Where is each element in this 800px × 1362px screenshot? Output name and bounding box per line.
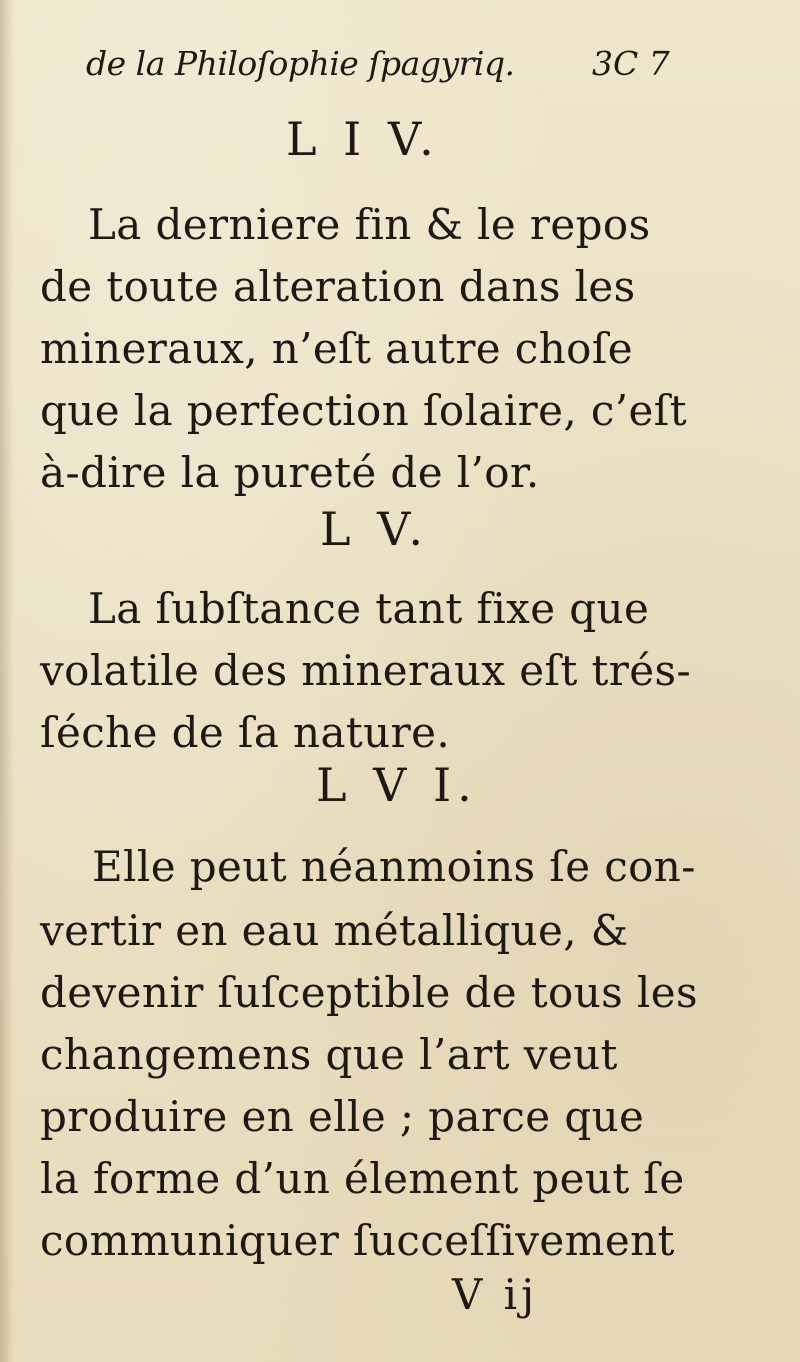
section-lvi-line-6: la forme d’un élement peut ſe bbox=[40, 1154, 685, 1203]
page-gutter-shadow bbox=[0, 0, 14, 1362]
section-lv-line-3: ſéche de ſa nature. bbox=[40, 708, 451, 757]
section-lvi-line-5: produire en elle ; parce que bbox=[40, 1092, 645, 1141]
section-lv-line-2: volatile des mineraux eſt trés- bbox=[40, 646, 692, 695]
section-heading-liv: L I V. bbox=[286, 112, 440, 166]
section-lvi-line-4: changemens que l’art veut bbox=[40, 1030, 618, 1079]
section-lv-line-1: La ſubſtance tant fixe que bbox=[88, 584, 650, 633]
section-lvi-line-3: devenir ſuſceptible de tous les bbox=[40, 968, 698, 1017]
section-lvi-line-2: vertir en eau métallique, & bbox=[40, 906, 629, 955]
section-heading-lvi: L V I. bbox=[316, 758, 478, 812]
running-head-title: de la Philoſophie ſpagyriq. bbox=[86, 44, 515, 83]
section-heading-lv: L V. bbox=[320, 502, 429, 556]
running-head bbox=[86, 36, 686, 96]
section-liv-line-3: mineraux, n’eſt autre choſe bbox=[40, 324, 634, 373]
section-liv-line-2: de toute alteration dans les bbox=[40, 262, 636, 311]
section-lvi-line-7: communiquer ſucceſſivement bbox=[40, 1216, 675, 1265]
section-liv-line-1: La derniere fin & le repos bbox=[88, 200, 651, 249]
signature-mark: V ij bbox=[452, 1270, 539, 1319]
page-number: 3C 7 bbox=[592, 44, 670, 83]
section-liv-line-5: à-dire la pureté de l’or. bbox=[40, 448, 540, 497]
section-lvi-line-1: Elle peut néanmoins ſe con- bbox=[92, 842, 696, 891]
section-liv-line-4: que la perfection ſolaire, c’eſt bbox=[40, 386, 688, 435]
